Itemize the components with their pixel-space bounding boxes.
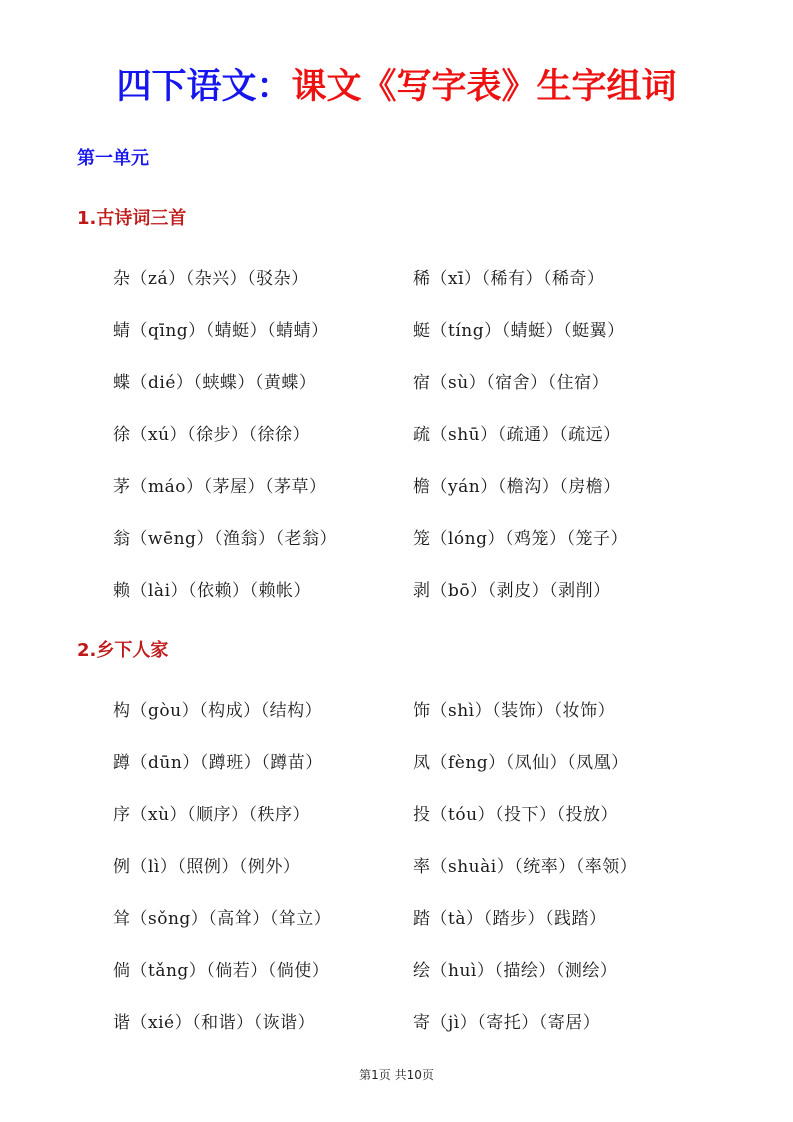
word-entry: 檐（yán）（檐沟）（房檐）	[413, 477, 621, 497]
word-entry: 谐（xié）（和谐）（诙谐）	[113, 1013, 316, 1033]
word-entry: 构（gòu）（构成）（结构）	[113, 701, 323, 721]
word-entry: 笼（lóng）（鸡笼）（笼子）	[413, 529, 629, 549]
word-entry: 疏（shū）（疏通）（疏远）	[413, 425, 621, 445]
word-entry: 绘（huì）（描绘）（测绘）	[413, 961, 618, 981]
word-entry: 蜻（qīng）（蜻蜓）（蜻蜻）	[113, 321, 329, 341]
word-entry: 寄（jì）（寄托）（寄居）	[413, 1013, 601, 1033]
word-entry: 蹲（dūn）（蹲班）（蹲苗）	[113, 753, 323, 773]
word-entry: 耸（sǒng）（高耸）（耸立）	[113, 909, 332, 929]
lesson-1-word-list	[113, 263, 733, 627]
word-entry: 序（xù）（顺序）（秩序）	[113, 805, 311, 825]
word-entry: 赖（lài）（依赖）（赖帐）	[113, 581, 312, 601]
title-prefix: 四下语文：	[116, 67, 292, 107]
word-entry: 倘（tǎng）（倘若）（倘使）	[113, 961, 330, 981]
word-entry: 蝶（dié）（蛱蝶）（黄蝶）	[113, 373, 317, 393]
word-entry: 例（lì）（照例）（例外）	[113, 857, 301, 877]
word-entry: 凤（fèng）（凤仙）（凤凰）	[413, 753, 629, 773]
word-entry: 率（shuài）（统率）（率领）	[413, 857, 638, 877]
word-entry: 杂（zá）（杂兴）（驳杂）	[113, 269, 309, 289]
word-entry: 茅（máo）（茅屋）（茅草）	[113, 477, 327, 497]
word-entry: 蜓（tíng）（蜻蜓）（蜓翼）	[413, 321, 625, 341]
page-title	[0, 60, 793, 114]
unit-heading: 第一单元	[77, 148, 149, 169]
word-entry: 徐（xú）（徐步）（徐徐）	[113, 425, 311, 445]
word-entry: 剥（bō）（剥皮）（剥削）	[413, 581, 611, 601]
word-entry: 宿（sù）（宿舍）（住宿）	[413, 373, 610, 393]
lesson-2-heading: 2.乡下人家	[77, 640, 169, 661]
lesson-2-word-list	[113, 695, 733, 1059]
word-entry: 翁（wēng）（渔翁）（老翁）	[113, 529, 337, 549]
word-entry: 踏（tà）（踏步）（践踏）	[413, 909, 607, 929]
title-main: 课文《写字表》生字组词	[291, 67, 677, 107]
word-entry: 饰（shì）（装饰）（妆饰）	[413, 701, 616, 721]
page-number-footer: 第1页 共10页	[359, 1068, 434, 1082]
lesson-1-heading: 1.古诗词三首	[77, 208, 187, 229]
word-entry: 稀（xī）（稀有）（稀奇）	[413, 269, 605, 289]
word-entry: 投（tóu）（投下）（投放）	[413, 805, 619, 825]
